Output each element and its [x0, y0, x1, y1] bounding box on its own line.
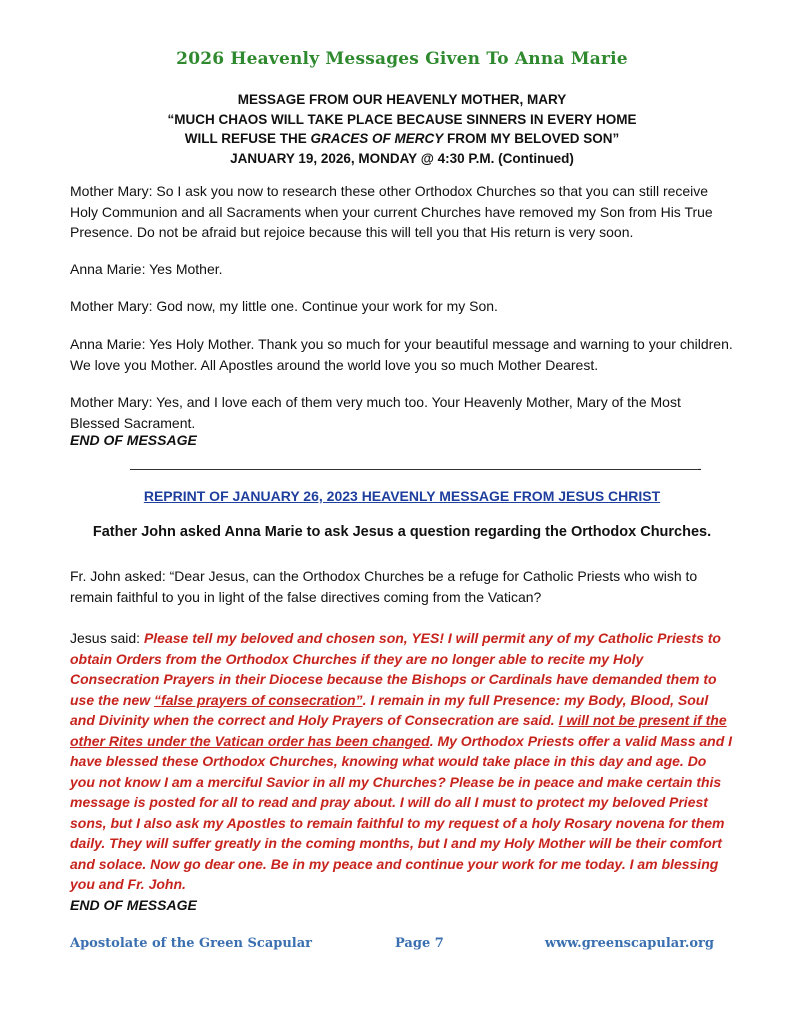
- section-divider: ——————————————————————————————————————————-: [130, 460, 702, 476]
- page-footer: [70, 936, 734, 956]
- footer-apostolate: Apostolate of the Green Scapular: [70, 936, 312, 951]
- header-line-3-italic: GRACES OF MERCY: [310, 131, 444, 146]
- message-paragraph-3: Mother Mary: God now, my little one. Continue your work for my Son.: [70, 298, 498, 314]
- reprint-intro: Father John asked Anna Marie to ask Jesus a question regarding the Orthodox Churches.: [92, 524, 712, 540]
- footer-website: www.greenscapular.org: [544, 936, 714, 951]
- document-page: [70, 0, 734, 1024]
- answer-text-b: . I remain in my full Presence: my Body, Blood, Soul and Divinity when the correct and Holy Prayers of Consecration are said.: [70, 691, 709, 728]
- message-paragraph-2: Anna Marie: Yes Mother.: [70, 261, 223, 277]
- header-line-3-start: WILL REFUSE THE: [184, 131, 311, 146]
- end-of-message-1: END OF MESSAGE: [70, 432, 197, 448]
- reprint-heading: REPRINT OF JANUARY 26, 2023 HEAVENLY MESSAGE FROM JESUS CHRIST: [143, 488, 661, 504]
- header-date-line: JANUARY 19, 2026, MONDAY @ 4:30 P.M. (Continued): [230, 150, 574, 166]
- header-line-3-end: FROM MY BELOVED SON”: [443, 131, 620, 146]
- answer-text-c: . My Orthodox Priests offer a valid Mass and I have blessed these Orthodox Churches, knowing what would take place in this day and age. Do you not know I am a merciful Savior in all my Churches? Please be in peace and make certain this message is posted for all to read and pray about. I will do all I must to protect my beloved Priest sons, but I also ask my Apostles to remain faithful to my request of a holy Rosary novena for them daily. They will suffer greatly in the coming months, but I and my Holy Mother will be their comfort and solace. Now go dear one. Be in my peace and continue your work for me today. I am blessing you and Fr. John.: [70, 732, 733, 892]
- footer-page-number: Page 7: [395, 936, 444, 951]
- message-header: [70, 90, 734, 168]
- header-line-2: “MUCH CHAOS WILL TAKE PLACE BECAUSE SINNERS IN EVERY HOME: [167, 111, 637, 127]
- answer-speaker: Jesus said:: [70, 630, 144, 646]
- answer-underline-1: “false prayers of consecration”: [154, 691, 363, 708]
- answer-underline-2: I will not be present if the other Rites under the Vatican order has been changed: [70, 712, 727, 749]
- message-paragraph-4: Anna Marie: Yes Holy Mother. Thank you so much for your beautiful message and warning to your children. We love you Mother. All Apostles around the world love you so much Mother Dearest.: [70, 336, 733, 373]
- question-paragraph: Fr. John asked: “Dear Jesus, can the Orthodox Churches be a refuge for Catholic Priests who wish to remain faithful to you in light of the false directives coming from the Vatican?: [70, 568, 698, 605]
- document-title: 2026 Heavenly Messages Given To Anna Marie: [176, 49, 628, 69]
- header-line-1: MESSAGE FROM OUR HEAVENLY MOTHER, MARY: [237, 92, 567, 107]
- end-of-message-2: END OF MESSAGE: [70, 897, 197, 913]
- jesus-answer-paragraph: [70, 628, 734, 895]
- message-paragraph-1: Mother Mary: So I ask you now to research these other Orthodox Churches so that you can still receive Holy Communion and all Sacraments when your current Churches have removed my Son from His True Presence. Do not be afraid but rejoice because this will tell you that His return is very soon.: [70, 183, 713, 240]
- answer-text-a: Please tell my beloved and chosen son, YES! I will permit any of my Catholic Priests to obtain Orders from the Orthodox Churches if they are no longer able to recite my Holy Consecration Prayers in their Diocese because the Bishops or Cardinals have demanded them to use the new: [70, 630, 721, 708]
- message-paragraph-5: Mother Mary: Yes, and I love each of them very much too. Your Heavenly Mother, Mary of the Most Blessed Sacrament.: [70, 394, 681, 431]
- header-line-3: [70, 129, 734, 149]
